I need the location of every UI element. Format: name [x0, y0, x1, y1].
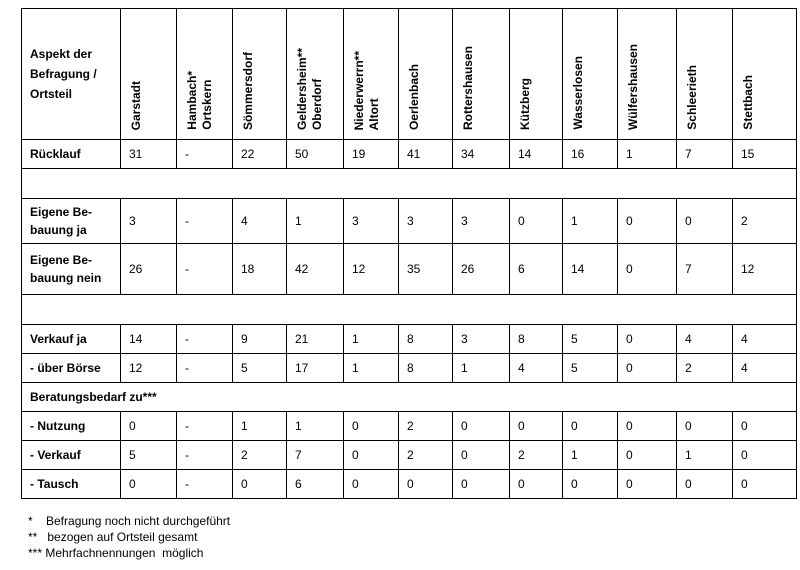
- table-cell: 2: [677, 354, 733, 383]
- table-cell: 3: [453, 325, 510, 354]
- column-header-label: Sömmersdorf: [241, 51, 255, 130]
- table-cell: 6: [287, 470, 344, 499]
- table-cell: 4: [677, 325, 733, 354]
- table-cell: 7: [677, 244, 733, 295]
- column-header: [233, 9, 287, 140]
- table-cell: 5: [121, 441, 177, 470]
- table-cell: 0: [618, 441, 677, 470]
- table-cell: 0: [510, 470, 563, 499]
- table-cell: 1: [453, 354, 510, 383]
- column-header: [563, 9, 618, 140]
- row-label: - Nutzung: [22, 412, 121, 441]
- table-cell: 17: [287, 354, 344, 383]
- table-cell: 0: [344, 470, 399, 499]
- table-cell: 0: [121, 412, 177, 441]
- spacer-cell: [22, 295, 797, 325]
- table-cell: 3: [399, 199, 453, 244]
- table-cell: 6: [510, 244, 563, 295]
- table-body: [22, 140, 797, 499]
- table-cell: 2: [399, 412, 453, 441]
- table-cell: 16: [563, 140, 618, 169]
- table-cell: 12: [733, 244, 797, 295]
- table-cell: 0: [618, 412, 677, 441]
- table-cell: 5: [233, 354, 287, 383]
- table-cell: 22: [233, 140, 287, 169]
- table-cell: 1: [344, 325, 399, 354]
- table-cell: 0: [121, 470, 177, 499]
- footnote: *** Mehrfachnennungen möglich: [28, 546, 204, 560]
- table-cell: 9: [233, 325, 287, 354]
- table-cell: 4: [733, 325, 797, 354]
- spacer-row: [22, 295, 797, 325]
- table-cell: 3: [453, 199, 510, 244]
- row-label: Rücklauf: [22, 140, 121, 169]
- column-header-label: Wülfershausen: [626, 43, 640, 130]
- table-cell: 0: [733, 412, 797, 441]
- section-row: [22, 383, 797, 412]
- table-cell: 0: [453, 470, 510, 499]
- table-cell: -: [177, 470, 233, 499]
- table-cell: 19: [344, 140, 399, 169]
- table-cell: 0: [510, 199, 563, 244]
- table-row: [22, 199, 797, 244]
- table-cell: 3: [121, 199, 177, 244]
- footnotes: [28, 513, 230, 561]
- column-header: [618, 9, 677, 140]
- table-cell: 3: [344, 199, 399, 244]
- table-cell: 1: [563, 441, 618, 470]
- table-cell: 0: [618, 470, 677, 499]
- table-cell: 1: [287, 199, 344, 244]
- table-cell: 31: [121, 140, 177, 169]
- table-row: [22, 244, 797, 295]
- table-cell: -: [177, 244, 233, 295]
- column-header: [399, 9, 453, 140]
- table-cell: 18: [233, 244, 287, 295]
- table-cell: 5: [563, 354, 618, 383]
- table-cell: 0: [618, 354, 677, 383]
- table-cell: 1: [677, 441, 733, 470]
- row-label: - Verkauf: [22, 441, 121, 470]
- row-label: - über Börse: [22, 354, 121, 383]
- spacer-cell: [22, 169, 797, 199]
- column-header-label: Geldersheim** Oberdorf: [295, 47, 324, 130]
- table-cell: 0: [399, 470, 453, 499]
- footnote: * Befragung noch nicht durchgeführt: [28, 514, 231, 528]
- table-cell: 2: [233, 441, 287, 470]
- column-header: [677, 9, 733, 140]
- table-cell: -: [177, 441, 233, 470]
- table-cell: 8: [399, 354, 453, 383]
- table-cell: 5: [563, 325, 618, 354]
- table-cell: 0: [453, 412, 510, 441]
- column-header-label: Stettbach: [741, 75, 755, 130]
- row-label: Eigene Be- bauung ja: [22, 199, 121, 244]
- table-cell: 1: [563, 199, 618, 244]
- table-cell: 14: [121, 325, 177, 354]
- table-row: [22, 325, 797, 354]
- column-header-label: Rottershausen: [461, 45, 475, 130]
- table-cell: 0: [233, 470, 287, 499]
- table-cell: 12: [121, 354, 177, 383]
- table-cell: 0: [563, 412, 618, 441]
- table-cell: 42: [287, 244, 344, 295]
- column-header: [453, 9, 510, 140]
- table-cell: 1: [287, 412, 344, 441]
- column-header-label: Garstadt: [129, 80, 143, 130]
- column-header: [121, 9, 177, 140]
- table-cell: 0: [733, 441, 797, 470]
- column-header-label: Kützberg: [518, 78, 532, 130]
- table-cell: 7: [677, 140, 733, 169]
- table-cell: 2: [399, 441, 453, 470]
- table-cell: 2: [510, 441, 563, 470]
- table-cell: 12: [344, 244, 399, 295]
- table-cell: 21: [287, 325, 344, 354]
- table-cell: 0: [344, 441, 399, 470]
- table-cell: -: [177, 354, 233, 383]
- table-cell: 1: [233, 412, 287, 441]
- table-cell: 4: [733, 354, 797, 383]
- table-cell: 34: [453, 140, 510, 169]
- table-cell: 0: [618, 199, 677, 244]
- spacer-row: [22, 169, 797, 199]
- table-cell: 0: [618, 325, 677, 354]
- column-header-label: Niederwerrn** Altort: [352, 50, 381, 130]
- section-label: Beratungsbedarf zu***: [22, 383, 797, 412]
- survey-table: [21, 8, 797, 499]
- table-cell: -: [177, 199, 233, 244]
- header-row: [22, 9, 797, 140]
- table-cell: 0: [344, 412, 399, 441]
- row-label: - Tausch: [22, 470, 121, 499]
- table-cell: 41: [399, 140, 453, 169]
- table-cell: 14: [563, 244, 618, 295]
- table-cell: 0: [563, 470, 618, 499]
- table-cell: 0: [677, 412, 733, 441]
- table-cell: 2: [733, 199, 797, 244]
- table-cell: 1: [618, 140, 677, 169]
- column-header: [344, 9, 399, 140]
- table-cell: 4: [233, 199, 287, 244]
- table-row: [22, 470, 797, 499]
- table-cell: -: [177, 140, 233, 169]
- table-cell: 0: [677, 199, 733, 244]
- table-cell: 50: [287, 140, 344, 169]
- table-row: [22, 412, 797, 441]
- table-row: [22, 140, 797, 169]
- table-cell: 0: [733, 470, 797, 499]
- row-label: Verkauf ja: [22, 325, 121, 354]
- table-cell: 4: [510, 354, 563, 383]
- table-cell: 8: [399, 325, 453, 354]
- column-header-label: Schleerieth: [685, 65, 699, 130]
- table-cell: -: [177, 412, 233, 441]
- table-cell: 8: [510, 325, 563, 354]
- column-header: [287, 9, 344, 140]
- table-cell: 0: [677, 470, 733, 499]
- column-header: [733, 9, 797, 140]
- table-cell: 0: [453, 441, 510, 470]
- table-cell: 7: [287, 441, 344, 470]
- table-cell: 14: [510, 140, 563, 169]
- table-cell: 15: [733, 140, 797, 169]
- column-header-label: Wasserlosen: [571, 56, 585, 130]
- table-cell: 26: [453, 244, 510, 295]
- table-row: [22, 441, 797, 470]
- table-cell: 1: [344, 354, 399, 383]
- column-header: [177, 9, 233, 140]
- table-cell: 0: [618, 244, 677, 295]
- row-label: Eigene Be- bauung nein: [22, 244, 121, 295]
- footnote: ** bezogen auf Ortsteil gesamt: [28, 530, 198, 544]
- column-header-label: Oerlenbach: [407, 63, 421, 130]
- column-header: [510, 9, 563, 140]
- table-cell: -: [177, 325, 233, 354]
- table-cell: 26: [121, 244, 177, 295]
- table-cell: 35: [399, 244, 453, 295]
- table-row: [22, 354, 797, 383]
- corner-header: Aspekt der Befragung / Ortsteil: [22, 9, 121, 140]
- column-header-label: Hambach* Ortskern: [185, 71, 214, 130]
- table-cell: 0: [510, 412, 563, 441]
